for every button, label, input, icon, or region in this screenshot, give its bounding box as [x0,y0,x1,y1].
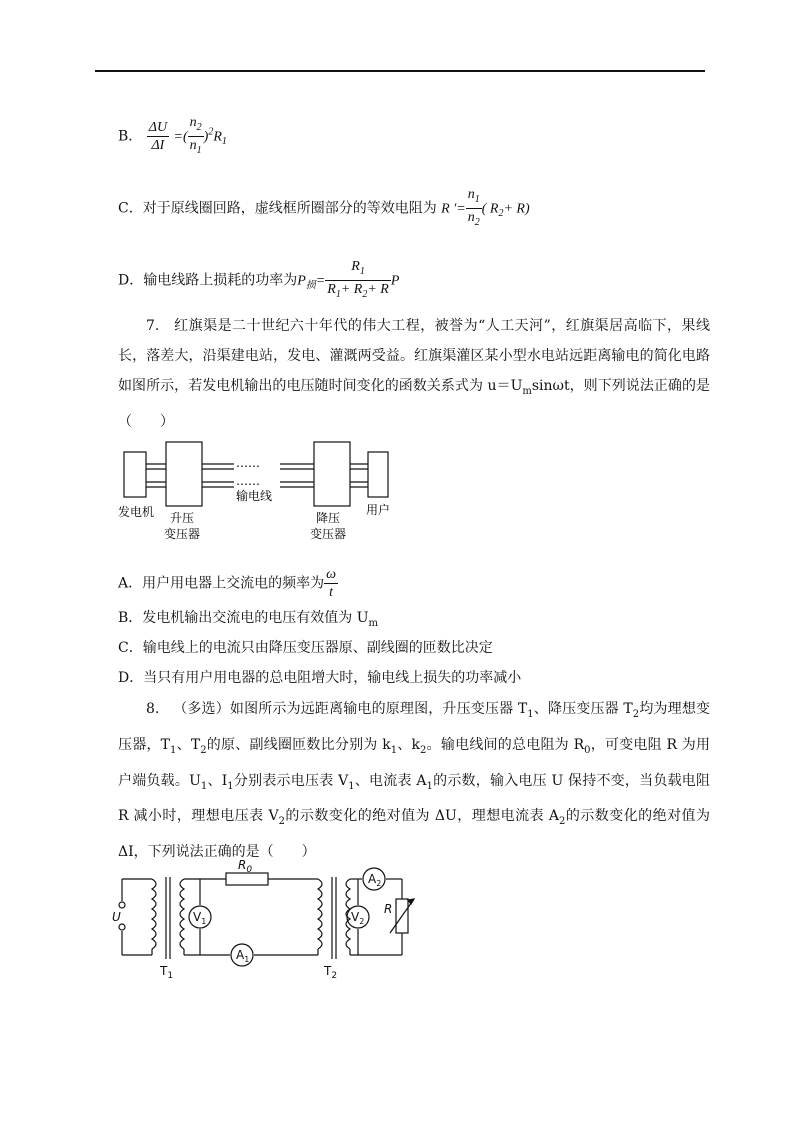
transmission-diagram [118,440,418,550]
generator-box [124,452,146,497]
option-text: 对于原线圈回路，虚线框所圈部分的等效电阻为 [142,200,437,217]
svg-text:U: U [112,910,121,924]
question-7-stem: 7. 红旗渠是二十世纪六十年代的伟大工程，被誉为“人工天河”，红旗渠居高临下，果线长，落差大，沿渠建电站，发电、灌溉两受益。红旗渠灌区某小型水电站远距离输电的简化电路如图所示，若发电机输出的电压随时间变化的函数关系式为 $u=U_m\sin\omega t$，则下列说法正确的是（ ） [118,318,710,430]
option-b-previous: B． $\frac{\Delta U}{\Delta I}$ =( $\frac{n_2}{n_1}$ )$^2R_1$ [118,114,227,159]
label-step-up-1: 升压 [170,511,195,525]
svg-text:A1: $A_1$ [236,948,250,964]
svg-text:R: R [384,902,393,916]
label-step-up-2: 变压器 [164,527,201,541]
dots-bottom: …… [236,474,260,488]
option-c-previous: C．对于原线圈回路，虚线框所圈部分的等效电阻为 R ′= $\frac{n_1}{n_2}$ ( $R_2+ R$) [118,186,530,231]
option-text: 输电线路上损耗的功率为 [143,272,298,289]
label-step-down-1: 降压 [316,511,341,525]
q7-option-c: C．输电线上的电流只由降压变压器原、副线圈的匝数比决定 [118,640,493,656]
svg-text:T2: $T_2$ [324,964,338,981]
circuit-diagram [112,855,422,985]
fraction-omega-t: $\frac{\omega}{t}$ [326,567,337,600]
step-down-transformer-box [314,442,350,506]
svg-text:V2: $V_2$ [351,910,365,926]
fraction-n1-n2: $\frac{n_1}{n_2}$ [467,187,480,228]
fraction-n2-n1: $\frac{n_2}{n_1}$ [189,115,202,156]
label-user: 用户 [366,503,391,517]
svg-text:T1: $T_1$ [160,964,174,981]
user-box [368,452,388,497]
q7-option-d: D．当只有用户用电器的总电阻增大时，输电线上损失的功率减小 [118,670,522,686]
option-label: B． [118,128,143,145]
option-d-previous: D．输电线路上损耗的功率为$P_损=$ $\frac{R_1}{R_1+ R_2+ R}$ P [118,258,399,303]
dots-top: …… [236,456,260,470]
fraction-loss: $\frac{R_1}{R_1+ R_2+ R}$ [327,259,389,300]
svg-text:A2: $A_2$ [368,872,382,888]
q7-option-b: B．发电机输出交流电的电压有效值为 $U_m$ [118,610,379,629]
svg-text:R0: $R_0$ [238,858,253,875]
question-8-stem: 8. （多选）如图所示为远距离输电的原理图，升压变压器 $T_1$、降压变压器 $T_2$均为理想变压器，$T_1$、$T_2$的原、副线圈匝数比分别为 $k_1$、$k_2$。输电线间的总电阻为 $R_0$，可变电阻 R 为用户端负载。$U_1$、$I_1$分别表示电压表 $V_1$、电流表 $A_1$的示数，输入电压 U 保持不变，当负载电阻 R 减小时，理想电压表 $V_2$的示数变化的绝对值为 ΔU，理想电流表 $A_2$的示数变化的绝对值为 ΔI，下列说法正确的是（ ） [118,701,711,861]
fraction-du-di: $\frac{\Delta U}{\Delta I}$ [148,119,168,153]
step-up-transformer-box [166,442,202,506]
label-generator: 发电机 [118,505,155,519]
svg-text:V1: $V_1$ [193,910,207,926]
label-step-down-2: 变压器 [310,527,347,541]
question-number: 8. [146,701,160,717]
q7-option-a: A．用户用电器上交流电的频率为 $\frac{\omega}{t}$ [118,567,337,600]
header-rule [95,70,705,72]
label-line: 输电线 [236,489,273,503]
question-number: 7. [146,318,160,334]
